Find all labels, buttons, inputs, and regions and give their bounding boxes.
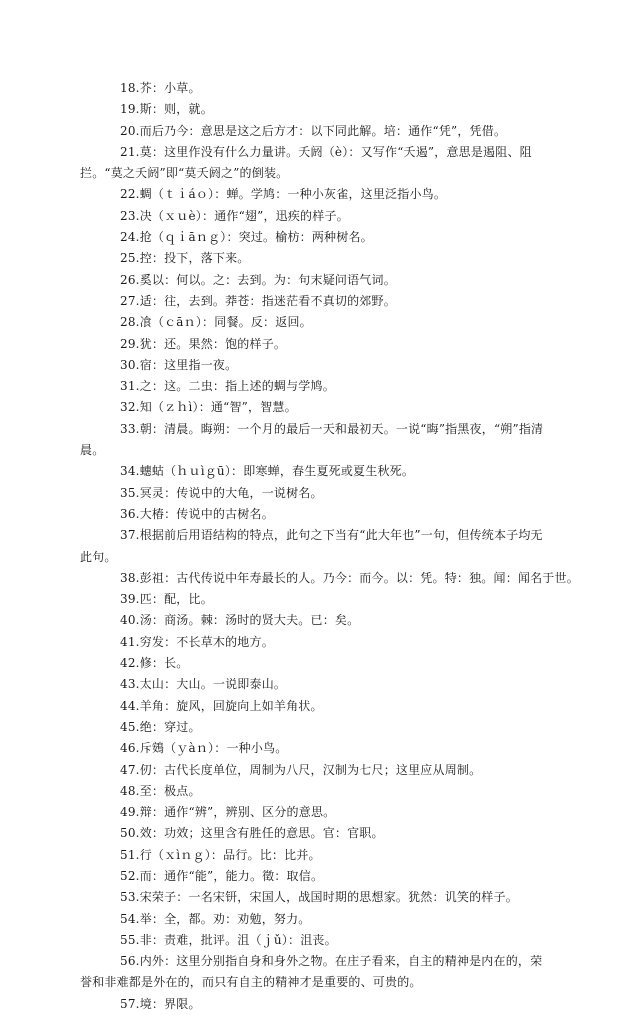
note-number: 27.: [120, 293, 140, 308]
note-number: 37.: [120, 528, 140, 543]
note-number: 20.: [120, 123, 140, 138]
note-number: 34.: [120, 464, 140, 479]
note-text: 蜩（ｔｉáｏ）：蝉。学鸠：一种小灰雀，这里泛指小鸟。: [139, 187, 447, 202]
note-text: 效：功效；这里含有胜任的意思。官：官职。: [139, 826, 384, 841]
note-number: 36.: [120, 506, 140, 521]
note-text: 之：这。二虫：指上述的蜩与学鸠。: [139, 379, 335, 394]
note-item: [100, 994, 552, 1015]
note-text: 朝：清晨。晦朔：一个月的最后一天和最初天。一说“晦”指黑夜，“朔”指清晨。: [80, 421, 544, 458]
note-number: 28.: [120, 315, 140, 330]
note-item: [100, 334, 552, 355]
note-text: 绝：穿过。: [139, 719, 201, 734]
note-number: 33.: [120, 421, 140, 436]
note-text: 奚以：何以。之：去到。为：句末疑问语气词。: [139, 272, 396, 287]
note-text: 太山：大山。一说即泰山。: [139, 677, 287, 692]
note-text: 汤：商汤。棘：汤时的贤大夫。已：矣。: [139, 613, 360, 628]
note-text: 斥鴳（ｙàｎ）：一种小鸟。: [139, 741, 288, 756]
note-text: 根据前后用语结构的特点，此句之下当有“此大年也”一句，但传统本子均无此句。: [80, 528, 543, 564]
note-text: 宋荣子：一名宋钘，宋国人，战国时期的思想家。犹然：讥笑的样子。: [139, 890, 518, 905]
note-text: 辩：通作“辨”，辨别、区分的意思。: [139, 805, 336, 820]
note-text: 决（ｘｕè）：通作“翅”，迅疾的样子。: [139, 208, 349, 223]
note-number: 53.: [120, 890, 140, 905]
note-text: 而后乃今：意思是这之后方才：以下同此解。培：通作“凭”，凭借。: [139, 123, 507, 138]
note-item: [100, 461, 552, 482]
note-text: 莫：这里作没有什么力量讲。夭阏（è）：又写作“夭遏”，意思是遏阻、阻拦。“莫之夭阏”即“莫夭阏之”的倒装。: [80, 144, 532, 181]
note-item: [100, 568, 579, 589]
note-item: [100, 653, 552, 674]
note-item: [100, 696, 552, 717]
note-item: [100, 760, 552, 781]
note-item: [100, 930, 552, 951]
note-item: [100, 887, 552, 908]
note-text: 匹：配，比。: [139, 592, 213, 607]
note-text: 飡（ｃāｎ）：同餐。反：返回。: [139, 315, 312, 330]
note-item: [100, 376, 552, 397]
note-number: 42.: [120, 656, 140, 671]
note-item: [100, 823, 552, 844]
note-item: [100, 866, 552, 887]
note-number: 55.: [120, 932, 140, 947]
note-number: 50.: [120, 826, 140, 841]
note-item: [100, 184, 552, 205]
note-number: 48.: [120, 783, 140, 798]
note-item: [100, 781, 552, 802]
note-item: [80, 951, 552, 994]
note-number: 22.: [120, 187, 140, 202]
note-number: 18.: [120, 81, 140, 95]
note-item: [100, 610, 552, 631]
note-text: 大椿：传说中的古树名。: [139, 506, 274, 521]
note-number: 57.: [120, 996, 140, 1011]
note-text: 芥：小草。: [139, 81, 201, 95]
note-text: 境：界限。: [139, 996, 201, 1011]
note-number: 49.: [120, 805, 140, 820]
note-number: 39.: [120, 592, 140, 607]
note-text: 举：全，都。劝：劝勉，努力。: [139, 911, 311, 926]
note-number: 46.: [120, 741, 140, 756]
note-item: [100, 589, 552, 610]
note-text: 抢（ｑｉāｎｇ）：突过。榆枋：两种树名。: [139, 230, 373, 245]
note-text: 内外：这里分别指自身和身外之物。在庄子看来，自主的精神是内在的，荣誉和非难都是外在的，而只有自主的精神才是重要的、可贵的。: [80, 954, 543, 990]
note-number: 21.: [120, 144, 140, 159]
note-item: [100, 99, 552, 120]
note-item: [100, 121, 552, 142]
note-item: [100, 227, 552, 248]
note-item: [100, 845, 552, 866]
note-item: [80, 419, 552, 462]
note-number: 40.: [120, 613, 140, 628]
annotation-list: [80, 78, 579, 1015]
note-text: 斯：则，就。: [139, 102, 213, 117]
note-text: 冥灵：传说中的大龟，一说树名。: [139, 485, 323, 500]
note-item: [80, 142, 552, 185]
note-number: 25.: [120, 251, 140, 266]
note-text: 非：责难，批评。沮（ｊǔ）：沮丧。: [139, 932, 337, 947]
note-text: 知（ｚｈì）：通“智”，智慧。: [139, 400, 297, 415]
note-number: 29.: [120, 336, 140, 351]
note-item: [100, 270, 552, 291]
note-number: 52.: [120, 868, 140, 883]
note-number: 35.: [120, 485, 140, 500]
note-number: 19.: [120, 102, 140, 117]
note-text: 彭祖：古代传说中年寿最长的人。乃今：而今。以：凭。特：独。闻：闻名于世。: [139, 570, 579, 585]
note-text: 仞：古代长度单位，周制为八尺，汉制为七尺；这里应从周制。: [139, 762, 482, 777]
note-item: [100, 397, 552, 418]
note-text: 蟪蛄（ｈｕìｇū）：即寒蝉，春生夏死或夏生秋死。: [139, 464, 415, 479]
note-text: 行（ｘìｎｇ）：品行。比：比并。: [139, 847, 321, 862]
note-text: 而：通作“能”，能力。徵：取信。: [139, 868, 324, 883]
note-number: 41.: [120, 634, 140, 649]
note-item: [100, 909, 552, 930]
note-item: [100, 78, 552, 99]
note-item: [80, 525, 552, 568]
note-number: 44.: [120, 698, 140, 713]
note-item: [100, 717, 552, 738]
note-number: 51.: [120, 847, 140, 862]
note-number: 32.: [120, 400, 140, 415]
note-text: 至：极点。: [139, 783, 201, 798]
note-text: 穷发：不长草木的地方。: [139, 634, 274, 649]
note-text: 犹：还。果然：饱的样子。: [139, 336, 287, 351]
note-number: 23.: [120, 208, 140, 223]
note-text: 羊角：旋风，回旋向上如羊角状。: [139, 698, 323, 713]
note-number: 45.: [120, 719, 140, 734]
note-item: [100, 312, 552, 333]
note-item: [100, 248, 552, 269]
note-number: 30.: [120, 357, 140, 372]
note-number: 38.: [120, 570, 140, 585]
note-item: [100, 802, 552, 823]
note-number: 54.: [120, 911, 140, 926]
note-text: 修：长。: [139, 656, 189, 671]
note-number: 47.: [120, 762, 140, 777]
note-item: [100, 291, 552, 312]
note-number: 31.: [120, 379, 140, 394]
note-text: 宿：这里指一夜。: [139, 357, 238, 372]
note-item: [100, 632, 552, 653]
note-number: 43.: [120, 677, 140, 692]
note-item: [100, 504, 552, 525]
note-number: 56.: [120, 954, 140, 969]
note-item: [100, 483, 552, 504]
note-text: 控：投下，落下来。: [139, 251, 250, 266]
note-text: 适：往，去到。莽苍：指迷茫看不真切的郊野。: [139, 293, 396, 308]
note-number: 26.: [120, 272, 140, 287]
note-item: [100, 674, 552, 695]
note-item: [100, 355, 552, 376]
note-item: [100, 738, 552, 759]
note-number: 24.: [120, 230, 140, 245]
note-item: [100, 206, 552, 227]
